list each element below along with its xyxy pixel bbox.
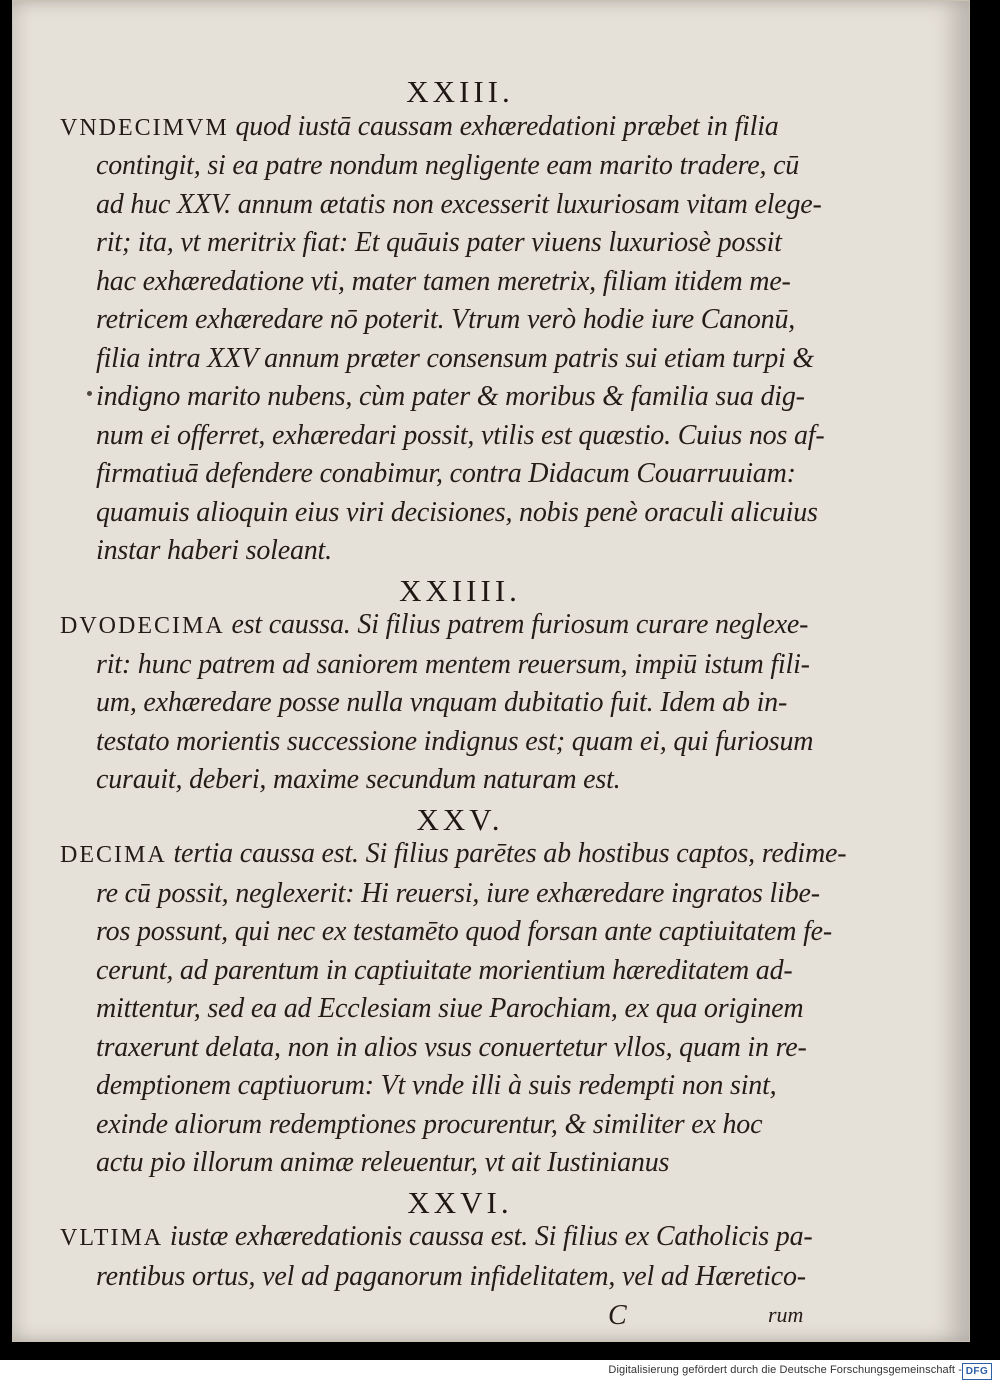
paragraph-line: testato morientis successione indignus est; quam ei, qui furiosum	[96, 725, 814, 757]
initial-word: DVODECIMA	[60, 613, 225, 640]
paragraph-line: actu pio illorum animæ releuentur, vt ait Iustinianus	[96, 1147, 670, 1179]
initial-word: VLTIMA	[60, 1225, 164, 1252]
paragraph-line: instar haberi soleant.	[96, 535, 332, 567]
section-heading: XXIII.	[406, 74, 514, 109]
paragraph-line: um, exhæredare posse nulla vnquam dubitatio fuit. Idem ab in-	[96, 687, 788, 719]
paragraph-line	[60, 1218, 820, 1258]
book-page	[12, 0, 970, 1342]
paragraph-line: quamuis alioquin eius viri decisiones, nobis penè oraculi alicuius	[96, 496, 818, 528]
signature-mark: C	[608, 1300, 627, 1332]
section-heading: XXV.	[416, 801, 504, 837]
catchword: rum	[768, 1302, 804, 1328]
paragraph-line: demptionem captiuorum: Vt vnde illi à suis redempti non sint,	[96, 1070, 777, 1102]
section-xxiiii	[60, 572, 820, 800]
paragraph-line: curauit, deberi, maxime secundum naturam est.	[96, 764, 621, 796]
paragraph-line: ros possunt, qui nec ex testamēto quod forsan ante captiuitatem fe-	[96, 916, 833, 948]
paragraph-line: ad huc XXV. annum ætatis non excesserit luxuriosam vitam elege-	[96, 188, 822, 220]
paragraph-line: hac exhæredatione vti, mater tamen meretrix, filiam itidem me-	[96, 265, 791, 297]
funding-credit: Digitalisierung gefördert durch die Deutsche Forschungsgemeinschaft -	[608, 1364, 962, 1376]
dfg-logo: DFG	[962, 1363, 992, 1380]
paragraph-line	[60, 108, 820, 148]
paragraph-line: firmatiuā defendere conabimur, contra Didacum Couarruuiam:	[96, 458, 796, 490]
catchword-row	[60, 1300, 820, 1336]
initial-word: DECIMA	[60, 842, 167, 869]
initial-word: VNDECIMVM	[60, 114, 229, 141]
paragraph-line: traxerunt delata, non in alios vsus conuertetur vllos, quam in re-	[96, 1031, 807, 1063]
paragraph-line: cerunt, ad parentum in captiuitate morientium hæreditatem ad-	[96, 954, 793, 986]
paragraph-line: mittentur, sed ea ad Ecclesiam siue Parochiam, ex qua originem	[96, 993, 804, 1025]
paragraph-line: rit; ita, vt meritrix fiat: Et quāuis pater viuens luxuriosè possit	[96, 227, 782, 259]
paragraph-line: rentibus ortus, vel ad paganorum infidelitatem, vel ad Hæretico-	[96, 1260, 806, 1292]
paragraph-line: contingit, si ea patre nondum negligente eam marito tradere, cū	[96, 150, 800, 182]
paragraph-line: filia intra XXV annum præter consensum patris sui etiam turpi &	[96, 342, 815, 374]
paragraph-line: exinde aliorum redemptiones procurentur, & similiter ex hoc	[96, 1108, 763, 1140]
paragraph-line: indigno marito nubens, cùm pater & moribus & familia sua dig-	[96, 381, 805, 413]
section-xxvi	[60, 1184, 820, 1297]
paragraph-line: rit: hunc patrem ad saniorem mentem reuersum, impiū istum fili-	[96, 648, 810, 680]
section-xxiii	[60, 74, 825, 571]
section-heading: XXVI.	[407, 1184, 513, 1220]
paragraph-line: retricem exhæredare nō poterit. Vtrum verò hodie iure Canonū,	[96, 304, 796, 336]
line-text: iustæ exhæredationis caussa est. Si filius ex Catholicis pa-	[163, 1221, 813, 1253]
paragraph-line	[60, 835, 847, 875]
page-text-block	[60, 74, 847, 1336]
paragraph-line	[60, 606, 820, 646]
line-text: est caussa. Si filius patrem furiosum curare neglexe-	[224, 609, 809, 641]
line-text: tertia caussa est. Si filius parētes ab hostibus captos, redime-	[166, 838, 847, 870]
paragraph-line: re cū possit, neglexerit: Hi reuersi, iure exhæredare ingratos libe-	[96, 877, 820, 909]
funding-footer	[0, 1360, 1000, 1383]
paragraph-line: num ei offerret, exhæredari possit, vtilis est quæstio. Cuius nos af-	[96, 419, 825, 451]
line-text: quod iustā caussam exhæredationi præbet in filia	[228, 110, 779, 142]
section-xxv	[60, 801, 847, 1183]
section-heading: XXIIII.	[399, 572, 521, 608]
